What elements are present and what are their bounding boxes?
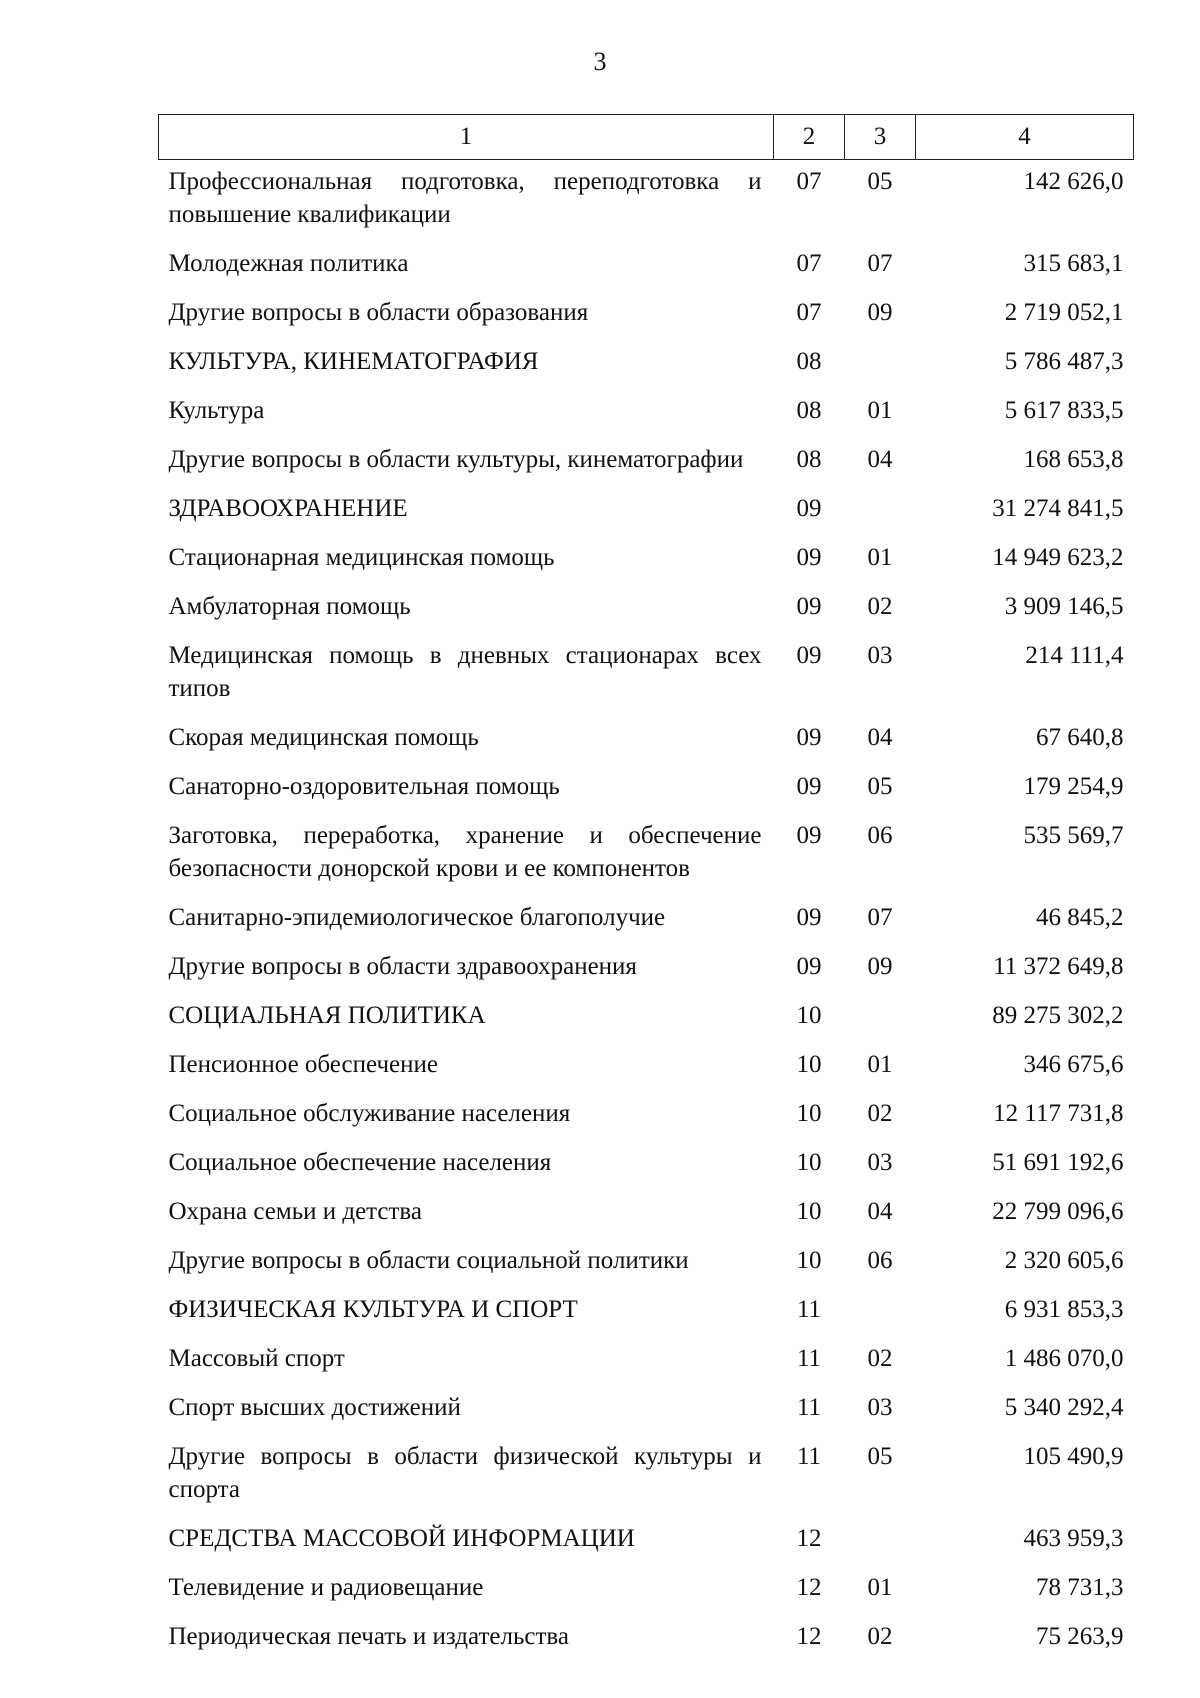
row-amount: 46 845,2 xyxy=(1036,904,1124,931)
row-name: Медицинская помощь в дневных стационарах всех типов xyxy=(168,642,762,702)
table-row xyxy=(159,1239,1134,1288)
table-row xyxy=(159,291,1134,340)
row-name: СРЕДСТВА МАССОВОЙ ИНФОРМАЦИИ xyxy=(168,1525,635,1552)
table-row xyxy=(159,585,1134,634)
row-name: Санитарно-эпидемиологическое благополучие xyxy=(168,904,666,931)
row-amount: 2 320 605,6 xyxy=(1004,1247,1124,1274)
row-name: Спорт высших достижений xyxy=(168,1394,461,1421)
table-row xyxy=(159,1386,1134,1435)
table-row xyxy=(159,242,1134,291)
row-subsection-code xyxy=(845,1288,916,1337)
row-name: Профессиональная подготовка, переподготовка и повышение квалификации xyxy=(168,168,762,228)
row-name: Пенсионное обеспечение xyxy=(168,1051,438,1078)
table-row xyxy=(159,634,1134,716)
row-section-code: 08 xyxy=(796,446,822,473)
row-amount: 346 675,6 xyxy=(1023,1051,1124,1078)
row-amount: 214 111,4 xyxy=(1025,642,1124,669)
row-name: Молодежная политика xyxy=(168,250,409,277)
row-section-code: 10 xyxy=(796,1100,822,1127)
row-subsection-code: 05 xyxy=(867,773,893,800)
table-body xyxy=(159,160,1134,1665)
row-name: Массовый спорт xyxy=(168,1345,345,1372)
row-amount: 168 653,8 xyxy=(1023,446,1124,473)
row-subsection-code: 01 xyxy=(867,1051,893,1078)
row-subsection-code: 01 xyxy=(867,397,893,424)
row-section-code: 09 xyxy=(796,904,822,931)
row-name: ЗДРАВООХРАНЕНИЕ xyxy=(168,495,408,522)
table-row xyxy=(159,1141,1134,1190)
row-name: Другие вопросы в области культуры, кинематографии xyxy=(168,446,744,473)
row-amount: 535 569,7 xyxy=(1023,822,1124,849)
row-subsection-code: 06 xyxy=(867,822,893,849)
row-name: Санаторно-оздоровительная помощь xyxy=(168,773,560,800)
row-subsection-code: 04 xyxy=(867,446,893,473)
row-amount: 5 786 487,3 xyxy=(1004,348,1124,375)
row-subsection-code xyxy=(845,1517,916,1566)
row-section-code: 07 xyxy=(796,299,822,326)
table-row xyxy=(159,389,1134,438)
row-name: Культура xyxy=(168,397,265,424)
table-row xyxy=(159,716,1134,765)
row-name: Охрана семьи и детства xyxy=(168,1198,422,1225)
row-name: Периодическая печать и издательства xyxy=(168,1623,569,1650)
row-amount: 78 731,3 xyxy=(1036,1574,1124,1601)
row-amount: 6 931 853,3 xyxy=(1004,1296,1124,1323)
row-amount: 12 117 731,8 xyxy=(993,1100,1124,1127)
table-row xyxy=(159,487,1134,536)
row-section-code: 11 xyxy=(796,1296,822,1323)
row-subsection-code: 02 xyxy=(867,593,893,620)
row-section-code: 09 xyxy=(796,495,822,522)
row-name: ФИЗИЧЕСКАЯ КУЛЬТУРА И СПОРТ xyxy=(168,1296,578,1323)
row-section-code: 09 xyxy=(796,724,822,751)
row-section-code: 09 xyxy=(796,822,822,849)
table-row xyxy=(159,1337,1134,1386)
table-row xyxy=(159,1517,1134,1566)
row-amount: 1 486 070,0 xyxy=(1004,1345,1124,1372)
row-amount: 11 372 649,8 xyxy=(993,953,1124,980)
row-name: Другие вопросы в области социальной политики xyxy=(168,1247,689,1274)
header-cell-amount: 4 xyxy=(916,115,1134,160)
row-subsection-code: 01 xyxy=(867,1574,893,1601)
row-subsection-code: 09 xyxy=(867,299,893,326)
table-row xyxy=(159,765,1134,814)
row-section-code: 10 xyxy=(796,1198,822,1225)
page-number: 3 xyxy=(593,47,607,76)
row-name: Другие вопросы в области здравоохранения xyxy=(168,953,637,980)
table-row xyxy=(159,536,1134,585)
header-cell-name: 1 xyxy=(159,115,774,160)
table-row xyxy=(159,1435,1134,1517)
row-section-code: 09 xyxy=(796,953,822,980)
row-section-code: 08 xyxy=(796,348,822,375)
row-section-code: 11 xyxy=(796,1394,822,1421)
row-amount: 5 617 833,5 xyxy=(1004,397,1124,424)
row-subsection-code: 02 xyxy=(867,1100,893,1127)
row-subsection-code: 02 xyxy=(867,1345,893,1372)
row-subsection-code: 07 xyxy=(867,250,893,277)
row-section-code: 09 xyxy=(796,773,822,800)
row-name: Социальное обслуживание населения xyxy=(168,1100,571,1127)
row-section-code: 10 xyxy=(796,1051,822,1078)
table-row xyxy=(159,994,1134,1043)
row-subsection-code xyxy=(845,340,916,389)
row-subsection-code: 03 xyxy=(867,1149,893,1176)
row-section-code: 12 xyxy=(796,1623,822,1650)
row-amount: 89 275 302,2 xyxy=(992,1002,1124,1029)
row-name: Другие вопросы в области физической культуры и спорта xyxy=(168,1443,762,1503)
row-section-code: 12 xyxy=(796,1525,822,1552)
row-amount: 105 490,9 xyxy=(1023,1443,1124,1470)
table-row xyxy=(159,814,1134,896)
row-section-code: 10 xyxy=(796,1002,822,1029)
row-name: СОЦИАЛЬНАЯ ПОЛИТИКА xyxy=(168,1002,486,1029)
table-row xyxy=(159,1043,1134,1092)
row-section-code: 07 xyxy=(796,250,822,277)
row-subsection-code: 01 xyxy=(867,544,893,571)
table-row xyxy=(159,160,1134,243)
row-section-code: 09 xyxy=(796,593,822,620)
row-amount: 3 909 146,5 xyxy=(1004,593,1124,620)
row-name: Другие вопросы в области образования xyxy=(168,299,589,326)
table-row xyxy=(159,945,1134,994)
row-name: Амбулаторная помощь xyxy=(168,593,411,620)
row-subsection-code xyxy=(845,994,916,1043)
table-row xyxy=(159,1092,1134,1141)
row-name: Скорая медицинская помощь xyxy=(168,724,479,751)
table-row xyxy=(159,438,1134,487)
row-subsection-code: 03 xyxy=(867,642,893,669)
header-row xyxy=(159,115,1134,160)
row-name: Заготовка, переработка, хранение и обеспечение безопасности донорской крови и ее компонентов xyxy=(168,822,762,882)
table-header xyxy=(159,115,1134,160)
budget-table xyxy=(158,114,1134,1664)
row-amount: 22 799 096,6 xyxy=(992,1198,1124,1225)
row-section-code: 08 xyxy=(796,397,822,424)
row-section-code: 11 xyxy=(796,1443,822,1470)
row-subsection-code: 04 xyxy=(867,1198,893,1225)
table-row xyxy=(159,1615,1134,1664)
header-cell-section: 2 xyxy=(774,115,845,160)
row-amount: 463 959,3 xyxy=(1023,1525,1124,1552)
row-amount: 179 254,9 xyxy=(1023,773,1124,800)
row-name: Стационарная медицинская помощь xyxy=(168,544,555,571)
row-section-code: 11 xyxy=(796,1345,822,1372)
row-amount: 142 626,0 xyxy=(1023,168,1124,195)
row-section-code: 09 xyxy=(796,544,822,571)
table-row xyxy=(159,1566,1134,1615)
row-name: Телевидение и радиовещание xyxy=(168,1574,484,1601)
row-subsection-code: 04 xyxy=(867,724,893,751)
row-amount: 31 274 841,5 xyxy=(992,495,1124,522)
table-row xyxy=(159,896,1134,945)
row-subsection-code: 06 xyxy=(867,1247,893,1274)
row-amount: 67 640,8 xyxy=(1036,724,1124,751)
row-section-code: 10 xyxy=(796,1247,822,1274)
row-subsection-code: 05 xyxy=(867,1443,893,1470)
row-amount: 51 691 192,6 xyxy=(992,1149,1124,1176)
row-name: КУЛЬТУРА, КИНЕМАТОГРАФИЯ xyxy=(168,348,539,375)
table-row xyxy=(159,1288,1134,1337)
table-row xyxy=(159,340,1134,389)
row-section-code: 07 xyxy=(796,168,822,195)
row-section-code: 10 xyxy=(796,1149,822,1176)
row-amount: 14 949 623,2 xyxy=(992,544,1124,571)
row-amount: 315 683,1 xyxy=(1023,250,1124,277)
row-amount: 2 719 052,1 xyxy=(1004,299,1124,326)
row-subsection-code: 09 xyxy=(867,953,893,980)
row-subsection-code: 05 xyxy=(867,168,893,195)
row-subsection-code xyxy=(845,487,916,536)
row-amount: 75 263,9 xyxy=(1036,1623,1124,1650)
row-subsection-code: 03 xyxy=(867,1394,893,1421)
row-subsection-code: 07 xyxy=(867,904,893,931)
row-amount: 5 340 292,4 xyxy=(1004,1394,1124,1421)
row-subsection-code: 02 xyxy=(867,1623,893,1650)
row-section-code: 12 xyxy=(796,1574,822,1601)
table-row xyxy=(159,1190,1134,1239)
header-cell-subsection: 3 xyxy=(845,115,916,160)
row-section-code: 09 xyxy=(796,642,822,669)
row-name: Социальное обеспечение населения xyxy=(168,1149,552,1176)
